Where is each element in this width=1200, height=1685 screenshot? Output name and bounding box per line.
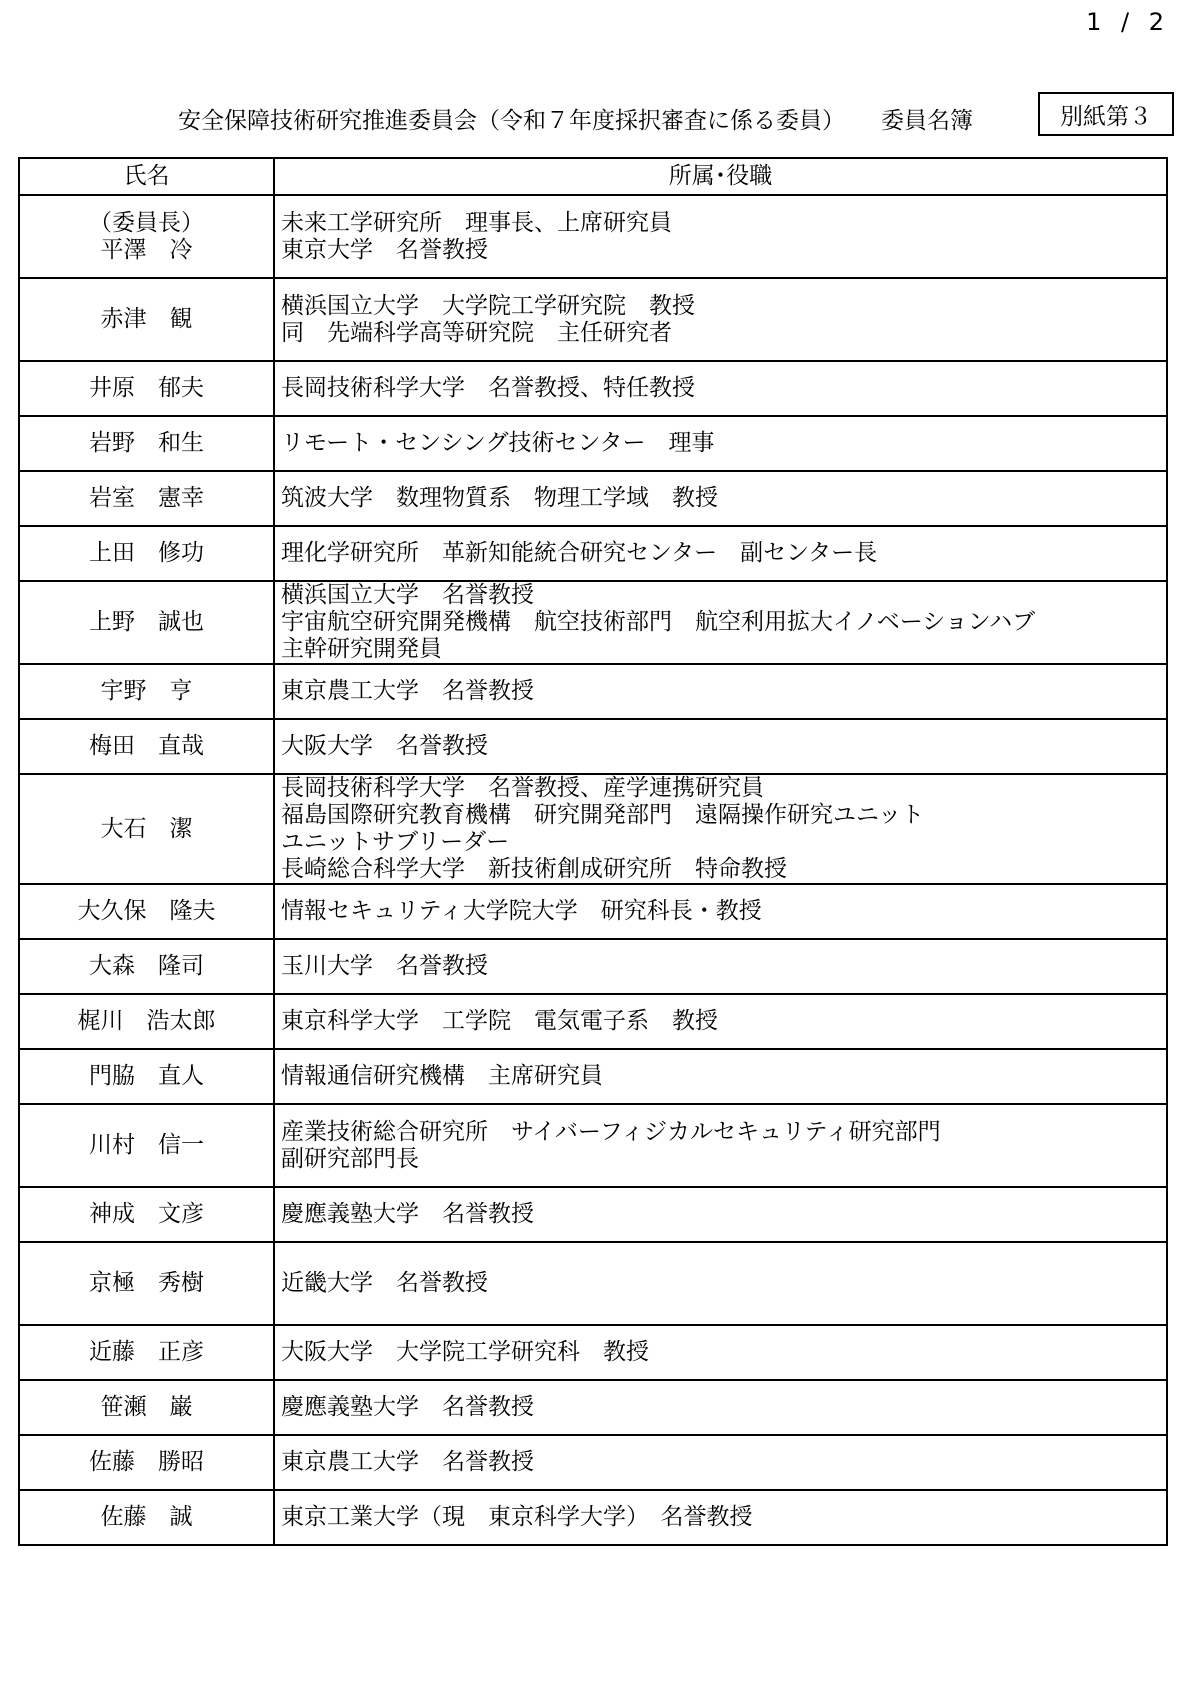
member-name: 大石 潔 bbox=[100, 815, 193, 842]
member-affiliation-cell bbox=[274, 884, 1167, 939]
table-row bbox=[19, 581, 1167, 664]
member-affiliation-line: リモート・センシング技術センター 理事 bbox=[281, 430, 715, 456]
member-name-cell bbox=[19, 994, 274, 1049]
member-name: 上田 修功 bbox=[89, 540, 204, 566]
member-name: 梅田 直哉 bbox=[89, 733, 204, 759]
member-name-cell bbox=[19, 884, 274, 939]
member-name-cell bbox=[19, 361, 274, 416]
member-name: 川村 信一 bbox=[89, 1132, 204, 1158]
table-row bbox=[19, 994, 1167, 1049]
member-name: （委員長） bbox=[89, 209, 204, 236]
member-affiliation-line: 横浜国立大学 大学院工学研究院 教授 bbox=[281, 292, 695, 319]
member-affiliation-line: 慶應義塾大学 名誉教授 bbox=[281, 1201, 534, 1227]
member-affiliation-cell bbox=[274, 1325, 1167, 1380]
member-name: 上野 誠也 bbox=[89, 609, 204, 635]
member-table bbox=[18, 157, 1168, 1546]
member-name: 佐藤 勝昭 bbox=[89, 1449, 204, 1475]
table-row bbox=[19, 1325, 1167, 1380]
table-row bbox=[19, 471, 1167, 526]
member-name: 笹瀬 巌 bbox=[100, 1394, 193, 1420]
member-affiliation-cell bbox=[274, 278, 1167, 361]
member-name-cell bbox=[19, 1380, 274, 1435]
table-row bbox=[19, 719, 1167, 774]
member-affiliation-line: 東京農工大学 名誉教授 bbox=[281, 678, 534, 704]
member-rows bbox=[19, 195, 1167, 1545]
member-affiliation-cell bbox=[274, 581, 1167, 664]
table-row bbox=[19, 1049, 1167, 1104]
member-affiliation-line: 東京農工大学 名誉教授 bbox=[281, 1449, 534, 1475]
member-affiliation-line: 横浜国立大学 名誉教授 bbox=[281, 582, 534, 608]
member-name: 井原 郁夫 bbox=[89, 375, 204, 401]
member-name-cell bbox=[19, 195, 274, 278]
member-name: 神成 文彦 bbox=[89, 1201, 204, 1227]
table-row bbox=[19, 416, 1167, 471]
member-affiliation-cell bbox=[274, 526, 1167, 581]
member-affiliation-cell bbox=[274, 939, 1167, 994]
member-name: 大久保 隆夫 bbox=[77, 898, 216, 924]
document-title bbox=[178, 102, 973, 135]
member-name: 宇野 亨 bbox=[100, 678, 193, 704]
member-affiliation-line: 東京工業大学（現 東京科学大学） 名誉教授 bbox=[281, 1504, 753, 1530]
member-affiliation-cell bbox=[274, 1490, 1167, 1545]
member-affiliation-line: 慶應義塾大学 名誉教授 bbox=[281, 1394, 534, 1420]
member-name: 岩室 憲幸 bbox=[89, 485, 204, 511]
member-affiliation-line: 筑波大学 数理物質系 物理工学域 教授 bbox=[281, 485, 718, 511]
document-title-main: 安全保障技術研究推進委員会（令和７年度採択審査に係る委員） bbox=[178, 108, 845, 134]
table-row bbox=[19, 1380, 1167, 1435]
member-affiliation-line: 長岡技術科学大学 名誉教授、産学連携研究員 bbox=[281, 775, 764, 801]
member-affiliation-cell bbox=[274, 774, 1167, 884]
member-affiliation-line: 近畿大学 名誉教授 bbox=[281, 1270, 488, 1296]
member-affiliation-cell bbox=[274, 1380, 1167, 1435]
member-affiliation-line: 情報セキュリティ大学院大学 研究科長・教授 bbox=[281, 898, 762, 924]
table-row bbox=[19, 361, 1167, 416]
member-name: 赤津 観 bbox=[100, 306, 193, 332]
member-affiliation-line: 福島国際研究教育機構 研究開発部門 遠隔操作研究ユニット bbox=[281, 802, 925, 828]
member-affiliation-line: 長岡技術科学大学 名誉教授、特任教授 bbox=[281, 375, 695, 401]
member-affiliation-line: 未来工学研究所 理事長、上席研究員 bbox=[281, 209, 672, 236]
table-row bbox=[19, 195, 1167, 278]
member-name-cell bbox=[19, 719, 274, 774]
member-name: 佐藤 誠 bbox=[100, 1504, 193, 1530]
table-row bbox=[19, 1490, 1167, 1545]
member-affiliation-cell bbox=[274, 416, 1167, 471]
member-name-cell bbox=[19, 939, 274, 994]
member-affiliation-cell bbox=[274, 1435, 1167, 1490]
member-affiliation-cell bbox=[274, 1049, 1167, 1104]
member-name-cell bbox=[19, 774, 274, 884]
member-affiliation-cell bbox=[274, 1242, 1167, 1325]
table-header-row bbox=[19, 158, 1167, 195]
page-number: 1 / 2 bbox=[1086, 8, 1170, 36]
column-header-affiliation: 所属･役職 bbox=[274, 158, 1167, 195]
member-name: 門脇 直人 bbox=[89, 1063, 204, 1089]
member-name-cell bbox=[19, 1104, 274, 1187]
member-affiliation-line: 東京科学大学 工学院 電気電子系 教授 bbox=[281, 1008, 718, 1034]
member-name: 岩野 和生 bbox=[89, 430, 204, 456]
table-row bbox=[19, 278, 1167, 361]
member-name-cell bbox=[19, 581, 274, 664]
member-name-cell bbox=[19, 1187, 274, 1242]
member-affiliation-line: 玉川大学 名誉教授 bbox=[281, 953, 488, 979]
member-name-cell bbox=[19, 664, 274, 719]
member-affiliation-cell bbox=[274, 664, 1167, 719]
member-affiliation-cell bbox=[274, 994, 1167, 1049]
table-row bbox=[19, 939, 1167, 994]
table-row bbox=[19, 526, 1167, 581]
member-affiliation-line: ユニットサブリーダー bbox=[281, 829, 510, 855]
member-name: 梶川 浩太郎 bbox=[77, 1008, 216, 1034]
member-affiliation-line: 大阪大学 大学院工学研究科 教授 bbox=[281, 1339, 649, 1365]
attachment-label: 別紙第３ bbox=[1038, 92, 1174, 136]
member-affiliation-cell bbox=[274, 719, 1167, 774]
member-name: 平澤 冷 bbox=[100, 236, 193, 263]
member-name-cell bbox=[19, 1325, 274, 1380]
member-name-cell bbox=[19, 416, 274, 471]
member-name-cell bbox=[19, 1049, 274, 1104]
member-name: 京極 秀樹 bbox=[89, 1270, 204, 1296]
table-row bbox=[19, 884, 1167, 939]
document-header bbox=[178, 92, 1178, 142]
member-name-cell bbox=[19, 278, 274, 361]
member-affiliation-line: 情報通信研究機構 主席研究員 bbox=[281, 1063, 603, 1089]
member-affiliation-cell bbox=[274, 1187, 1167, 1242]
table-row bbox=[19, 1187, 1167, 1242]
member-affiliation-cell bbox=[274, 471, 1167, 526]
table-row bbox=[19, 774, 1167, 884]
member-name-cell bbox=[19, 1490, 274, 1545]
member-affiliation-line: 同 先端科学高等研究院 主任研究者 bbox=[281, 319, 672, 346]
member-affiliation-line: 主幹研究開発員 bbox=[281, 636, 442, 662]
member-name-cell bbox=[19, 526, 274, 581]
table-row bbox=[19, 1242, 1167, 1325]
table-row bbox=[19, 1104, 1167, 1187]
table-row bbox=[19, 664, 1167, 719]
member-affiliation-line: 東京大学 名誉教授 bbox=[281, 236, 488, 263]
member-name-cell bbox=[19, 1435, 274, 1490]
member-name-cell bbox=[19, 1242, 274, 1325]
member-affiliation-cell bbox=[274, 195, 1167, 278]
member-affiliation-line: 大阪大学 名誉教授 bbox=[281, 733, 488, 759]
document-title-suffix: 委員名簿 bbox=[881, 108, 973, 134]
member-affiliation-line: 副研究部門長 bbox=[281, 1145, 419, 1172]
member-name-cell bbox=[19, 471, 274, 526]
table-row bbox=[19, 1435, 1167, 1490]
member-affiliation-line: 長崎総合科学大学 新技術創成研究所 特命教授 bbox=[281, 856, 787, 882]
member-affiliation-line: 宇宙航空研究開発機構 航空技術部門 航空利用拡大イノベーションハブ bbox=[281, 609, 1036, 635]
member-name: 近藤 正彦 bbox=[89, 1339, 204, 1365]
member-affiliation-cell bbox=[274, 361, 1167, 416]
member-affiliation-line: 産業技術総合研究所 サイバーフィジカルセキュリティ研究部門 bbox=[281, 1118, 941, 1145]
member-affiliation-line: 理化学研究所 革新知能統合研究センター 副センター長 bbox=[281, 540, 878, 566]
column-header-name: 氏名 bbox=[19, 158, 274, 195]
member-name: 大森 隆司 bbox=[89, 953, 204, 979]
member-affiliation-cell bbox=[274, 1104, 1167, 1187]
